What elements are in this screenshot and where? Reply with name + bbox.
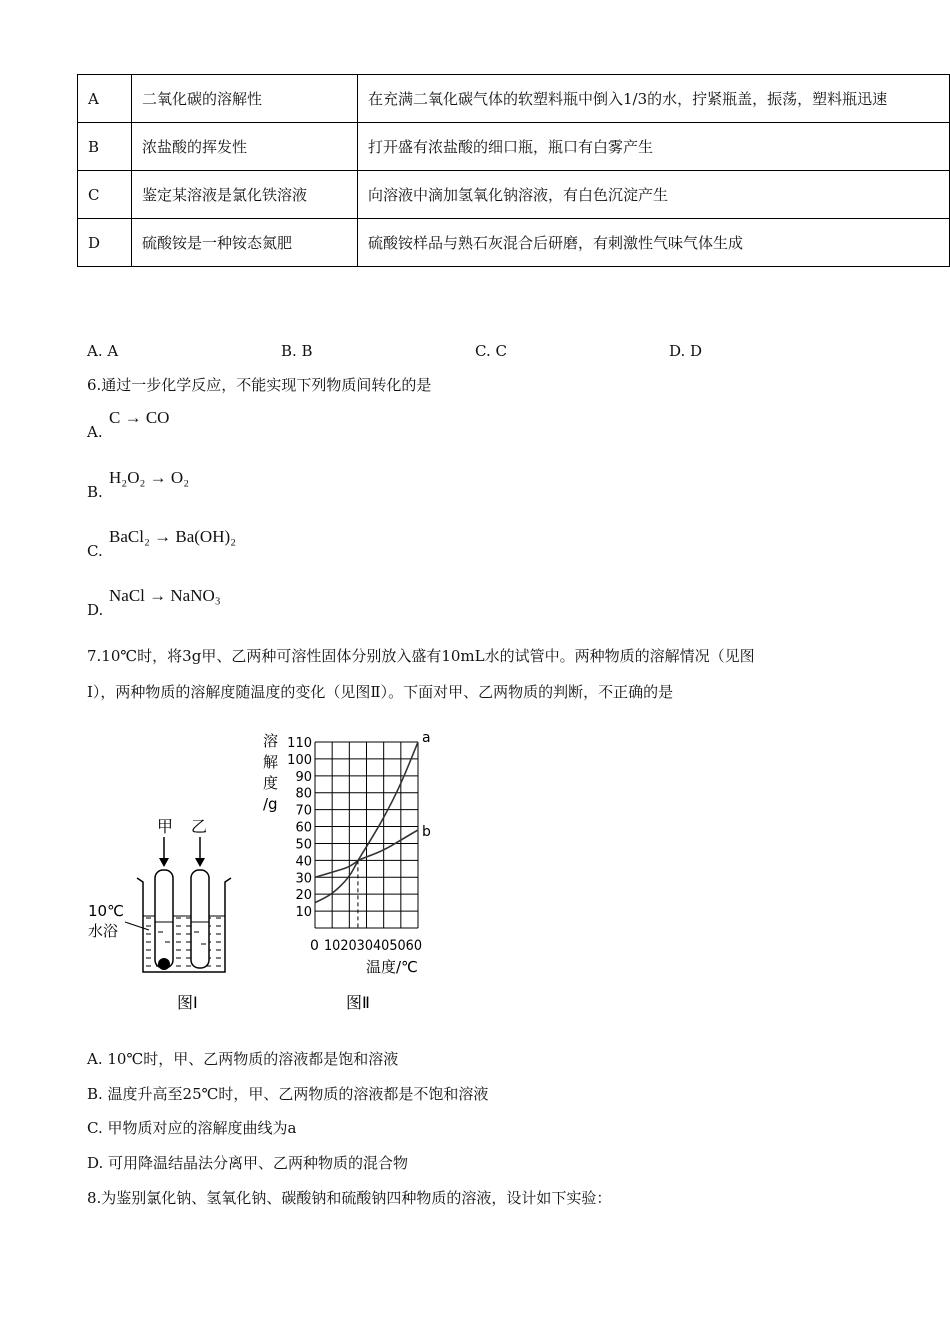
q7-option-a[interactable]: A. 10℃时，甲、乙两物质的溶液都是饱和溶液 bbox=[87, 1050, 399, 1068]
q6-option-c-formula: BaCl₂ → Ba(OH)₂ bbox=[109, 527, 237, 546]
q7-stem-line1: 7.10℃时，将3g甲、乙两种可溶性固体分别放入盛有10mL水的试管中。两种物质的溶解情况（见图 bbox=[87, 647, 755, 665]
table-row bbox=[78, 123, 950, 171]
row-purpose: 硫酸铵是一种铵态氮肥 bbox=[132, 219, 358, 267]
y-tick-labels bbox=[287, 736, 312, 920]
chart-grid bbox=[315, 742, 418, 928]
row-purpose: 二氧化碳的溶解性 bbox=[132, 75, 358, 123]
series-label-b: b bbox=[422, 823, 431, 840]
series-label-a: a bbox=[422, 730, 431, 746]
row-phenomenon: 在充满二氧化碳气体的软塑料瓶中倒入1/3的水，拧紧瓶盖，振荡，塑料瓶迅速 bbox=[358, 75, 950, 123]
q5-option-b[interactable]: B. B bbox=[281, 342, 313, 360]
y-tick-label: 30 bbox=[295, 871, 312, 887]
row-label: B bbox=[78, 123, 132, 171]
figure-1-caption: 图Ⅰ bbox=[177, 993, 198, 1012]
q7-option-c[interactable]: C. 甲物质对应的溶解度曲线为a bbox=[87, 1119, 297, 1137]
figure-1-beaker bbox=[85, 810, 245, 1020]
y-tick-label: 10 bbox=[295, 905, 312, 921]
row-phenomenon: 向溶液中滴加氢氧化钠溶液，有白色沉淀产生 bbox=[358, 171, 950, 219]
q5-option-a[interactable]: A. A bbox=[87, 342, 119, 360]
y-axis-label-char: /g bbox=[263, 795, 278, 813]
row-purpose: 鉴定某溶液是氯化铁溶液 bbox=[132, 171, 358, 219]
q5-option-d[interactable]: D. D bbox=[669, 342, 703, 360]
q6-option-b-formula: H₂O₂ → O₂ bbox=[109, 468, 190, 487]
y-tick-label: 110 bbox=[287, 736, 312, 751]
row-phenomenon: 打开盛有浓盐酸的细口瓶，瓶口有白雾产生 bbox=[358, 123, 950, 171]
y-tick-label: 60 bbox=[295, 820, 312, 836]
y-tick-label: 40 bbox=[295, 854, 312, 870]
x-tick-labels: 102030405060 bbox=[324, 938, 422, 954]
row-label: A bbox=[78, 75, 132, 123]
y-axis-label bbox=[263, 732, 278, 813]
y-tick-label: 100 bbox=[287, 752, 312, 768]
y-tick-label: 90 bbox=[295, 769, 312, 785]
row-label: C bbox=[78, 171, 132, 219]
y-axis-label-char: 解 bbox=[263, 753, 279, 771]
row-label: D bbox=[78, 219, 132, 267]
tube-label-yi: 乙 bbox=[191, 817, 208, 836]
tube-label-jia: 甲 bbox=[157, 817, 174, 836]
q7-stem-line2: Ⅰ），两种物质的溶解度随温度的变化（见图Ⅱ）。下面对甲、乙两物质的判断，不正确的是 bbox=[87, 683, 674, 701]
y-tick-label: 70 bbox=[295, 803, 312, 819]
table-row bbox=[78, 171, 950, 219]
q6-stem: 6.通过一步化学反应，不能实现下列物质间转化的是 bbox=[87, 376, 432, 394]
x-origin-label: 0 bbox=[310, 938, 319, 954]
q5-option-c[interactable]: C. C bbox=[475, 342, 507, 360]
table-row bbox=[78, 219, 950, 267]
y-axis-label-char: 度 bbox=[263, 774, 279, 792]
y-tick-label: 50 bbox=[295, 837, 312, 853]
figure-2-caption: 图Ⅱ bbox=[346, 993, 370, 1012]
q6-option-c-label: C. bbox=[87, 542, 103, 560]
arrow-down-icon bbox=[195, 858, 205, 867]
row-purpose: 浓盐酸的挥发性 bbox=[132, 123, 358, 171]
q6-option-d-formula: NaCl → NaNO₃ bbox=[109, 586, 221, 605]
bath-temp-label: 10℃ bbox=[88, 902, 124, 920]
solubility-chart bbox=[258, 728, 448, 1020]
arrow-down-icon bbox=[159, 858, 169, 867]
y-tick-label: 80 bbox=[295, 786, 312, 802]
q7-option-b[interactable]: B. 温度升高至25℃时，甲、乙两物质的溶液都是不饱和溶液 bbox=[87, 1085, 489, 1103]
q6-option-a-formula: C → CO bbox=[109, 408, 170, 427]
q7-option-d[interactable]: D. 可用降温结晶法分离甲、乙两种物质的混合物 bbox=[87, 1154, 409, 1172]
y-tick-label: 20 bbox=[295, 888, 312, 904]
table-row bbox=[78, 75, 950, 123]
row-phenomenon: 硫酸铵样品与熟石灰混合后研磨，有刺激性气味气体生成 bbox=[358, 219, 950, 267]
q6-option-b-label: B. bbox=[87, 483, 103, 501]
options-table bbox=[77, 74, 950, 267]
q8-stem: 8.为鉴别氯化钠、氢氧化钠、碳酸钠和硫酸钠四种物质的溶液，设计如下实验： bbox=[87, 1189, 612, 1207]
undissolved-solid bbox=[158, 958, 170, 970]
bath-label: 水浴 bbox=[88, 922, 119, 940]
x-axis-label: 温度/℃ bbox=[366, 958, 418, 976]
q6-option-d-label: D. bbox=[87, 601, 104, 619]
q6-option-a-label: A. bbox=[87, 423, 103, 441]
y-axis-label-char: 溶 bbox=[263, 732, 279, 750]
